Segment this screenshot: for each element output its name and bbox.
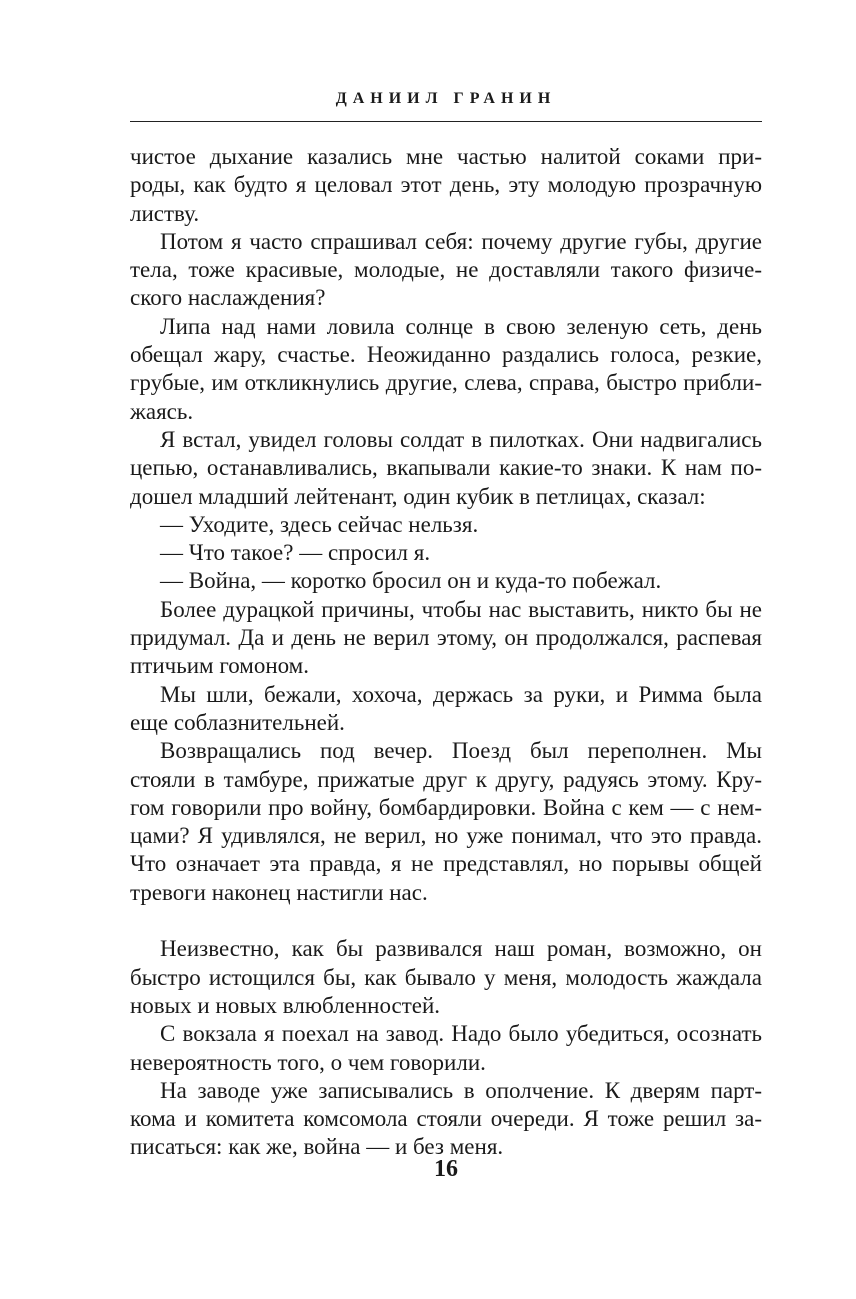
text-line: грубые, им откликнулись другие, слева, справа, быстро прибли- bbox=[130, 370, 762, 396]
text-line: листву. bbox=[130, 200, 200, 226]
text-line: чистое дыхание казались мне частью налитой соками при- bbox=[130, 144, 762, 169]
paragraph bbox=[130, 228, 762, 313]
text-line: невероятность того, о чем говорили. bbox=[130, 1049, 486, 1075]
text-line: Я встал, увидел головы солдат в пилотках. Они надвигались bbox=[160, 426, 762, 452]
text-line: цами? Я удивлялся, не верил, но уже понимал, что это правда. bbox=[130, 823, 762, 849]
text-line: На заводе уже записывались в ополчение. К дверям парт- bbox=[160, 1077, 762, 1103]
text-line: стояли в тамбуре, прижатые друг к другу, радуясь этому. Кру- bbox=[130, 766, 762, 792]
text-line: тела, тоже красивые, молодые, не доставляли такого физиче- bbox=[130, 257, 762, 283]
text-line: кома и комитета комсомола стояли очереди. Я тоже решил за- bbox=[130, 1106, 762, 1132]
text-line: тревоги наконец настигли нас. bbox=[130, 879, 428, 905]
page-number: 16 bbox=[434, 1156, 458, 1182]
text-line: обещал жару, счастье. Неожиданно раздались голоса, резкие, bbox=[130, 342, 762, 368]
text-line: дошел младший лейтенант, один кубик в петлицах, сказал: bbox=[130, 483, 706, 509]
text-line: новых и новых влюбленностей. bbox=[130, 992, 441, 1018]
text-line: гом говорили про войну, бомбардировки. Война с кем — с нем- bbox=[130, 794, 762, 820]
paragraph bbox=[130, 426, 762, 511]
text-line: быстро истощился бы, как бывало у меня, молодость жаждала bbox=[130, 964, 762, 990]
text-line: Неизвестно, как бы развивался наш роман, возможно, он bbox=[160, 936, 762, 962]
text-line: Что означает эта правда, я не представлял, но порывы общей bbox=[130, 851, 762, 877]
paragraph bbox=[130, 935, 762, 1020]
paragraph bbox=[130, 1077, 762, 1162]
text-line: — Война, — коротко бросил он и куда-то побежал. bbox=[160, 568, 662, 594]
paragraph bbox=[130, 143, 762, 228]
text-line: придумал. Да и день не верил этому, он продолжался, распевая bbox=[130, 625, 762, 651]
text-line: птичьим гомоном. bbox=[130, 653, 309, 679]
text-line: писаться: как же, война — и без меня. bbox=[130, 1134, 504, 1160]
dialogue-line bbox=[130, 511, 762, 539]
page-body bbox=[130, 143, 762, 1162]
text-line: Возвращались под вечер. Поезд был переполнен. Мы bbox=[160, 738, 762, 764]
text-line: ского наслаждения? bbox=[130, 285, 326, 311]
text-line: — Что такое? — спросил я. bbox=[160, 540, 431, 566]
text-line: Более дурацкой причины, чтобы нас выставить, никто бы не bbox=[160, 596, 762, 622]
text-line: еще соблазнительней. bbox=[130, 709, 345, 735]
text-line: жаясь. bbox=[130, 398, 194, 424]
text-line: цепью, останавливались, вкапывали какие-то знаки. К нам по- bbox=[130, 455, 762, 481]
text-line: Липа над нами ловила солнце в свою зеленую сеть, день bbox=[160, 313, 762, 339]
paragraph bbox=[130, 596, 762, 681]
text-line: — Уходите, здесь сейчас нельзя. bbox=[160, 511, 479, 537]
paragraph bbox=[130, 313, 762, 426]
dialogue-line bbox=[130, 539, 762, 567]
text-line: роды, как будто я целовал этот день, эту молодую прозрачную bbox=[130, 172, 762, 198]
text-line: Мы шли, бежали, хохоча, держась за руки, и Римма была bbox=[160, 681, 762, 707]
paragraph bbox=[130, 737, 762, 907]
text-line: С вокзала я поехал на завод. Надо было убедиться, осознать bbox=[160, 1021, 762, 1047]
section-break bbox=[130, 907, 762, 935]
running-head-author: ДАНИИЛ ГРАНИН bbox=[335, 90, 557, 107]
header-rule bbox=[130, 121, 762, 122]
paragraph bbox=[130, 681, 762, 738]
dialogue-line bbox=[130, 567, 762, 595]
text-line: Потом я часто спрашивал себя: почему другие губы, другие bbox=[160, 228, 762, 254]
paragraph bbox=[130, 1020, 762, 1077]
